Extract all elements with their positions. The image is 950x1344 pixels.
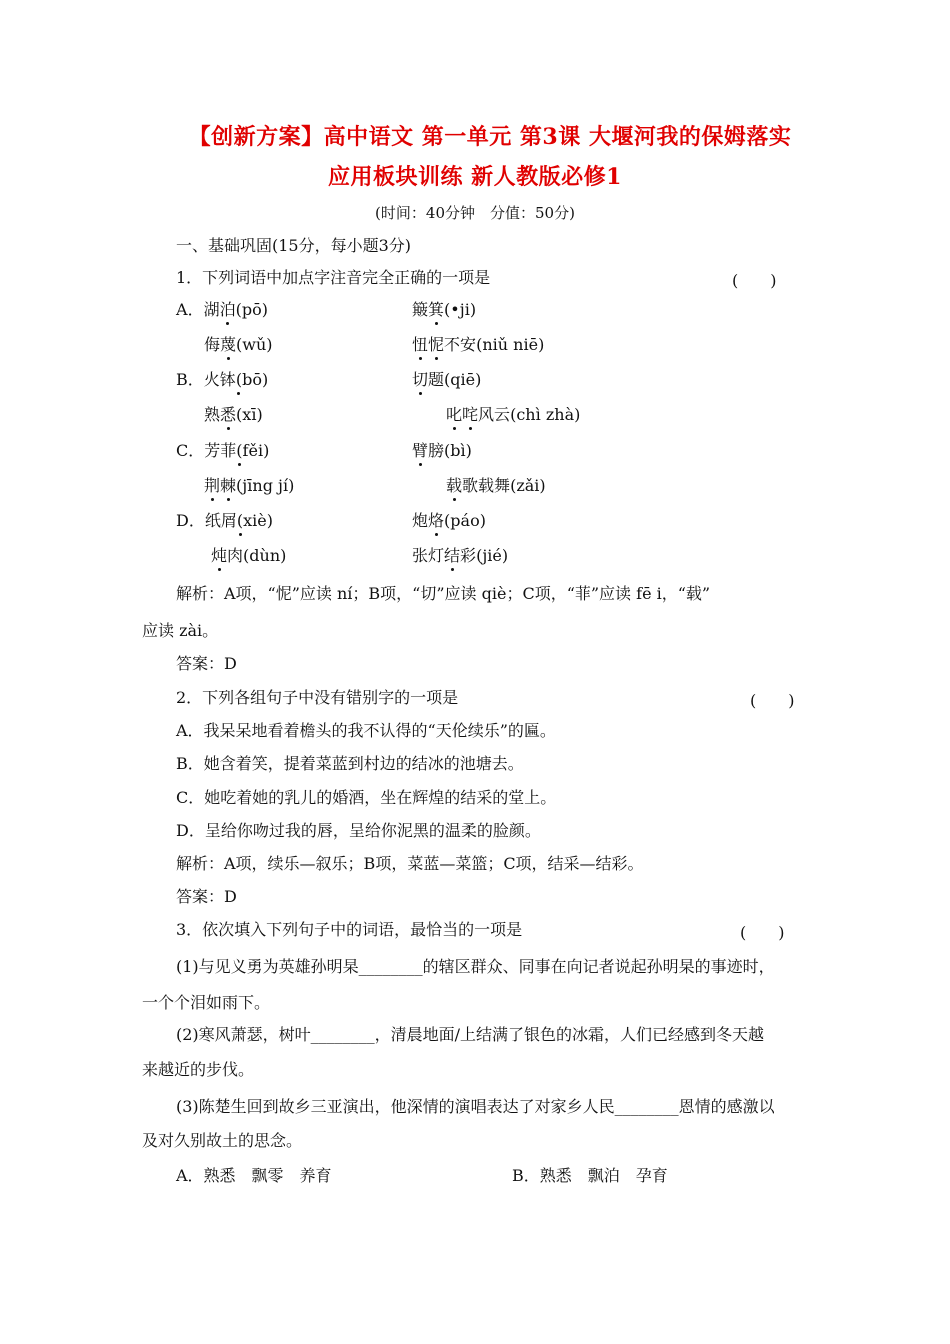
emphasis-dot-char: 蔑 [220,335,237,354]
emphasis-dot-char: 棘 [220,476,237,495]
q2-stem: 2．下列各组句子中没有错别字的一项是 [176,688,459,707]
q2-answer-bracket: ( ) [750,691,795,710]
q2-answer: 答案：D [176,887,237,906]
subtitle: (时间：40分钟 分值：50分) [375,204,575,222]
q3-sentence3-line2: 及对久别故土的思念。 [142,1131,303,1150]
emphasis-dot-char: 炖 [211,546,228,565]
emphasis-dot-char: ( [235,370,243,389]
q3-sentence3-line1: (3)陈楚生回到故乡三亚演出，他深情的演唱表达了对家乡人民________恩情的感激以 [176,1097,775,1116]
q1-stem: 1．下列词语中加点字注音完全正确的一项是 [176,268,491,287]
q1-option-c1: C．芳菲(fěi) [176,441,270,460]
q1-answer: 答案：D [176,654,237,673]
emphasis-dot-char: 结 [444,546,461,565]
q1-option-c2: 臂膀(bì) [412,441,472,460]
q2-analysis: 解析：A项，续乐—叙乐；B项，菜蓝—菜篮；C项，结采—结彩。 [176,854,644,873]
q2-option-b: B．她含着笑，提着菜蓝到村边的结冰的池塘去。 [176,754,524,773]
emphasis-dot-char: 叱 [446,405,463,424]
q1-option-d1: D．纸屑(xiè) [176,511,273,530]
emphasis-dot-char: 臂 [412,441,429,460]
q1-analysis-line1: 解析：A项，“怩”应读 ní；B项，“切”应读 qiè；C项，“菲”应读 fē i，“载” [176,584,711,603]
emphasis-dot-char: 悉 [220,405,237,424]
q3-option-a: A．熟悉 飘零 养育 [176,1166,332,1185]
q3-sentence2-line1: (2)寒风萧瑟，树叶________，清晨地面/上结满了银色的冰霜，人们已经感到冬天越 [176,1025,765,1044]
q2-option-a: A．我呆呆地看着檐头的我不认得的“天伦续乐”的匾。 [176,721,556,740]
emphasis-dot-char: 咤 [462,405,479,424]
q3-answer-bracket: ( ) [740,923,785,942]
emphasis-dot-char: ( [236,441,243,460]
emphasis-dot-char: 切 [412,370,429,389]
emphasis-dot-char: 载 [446,476,463,495]
title-line-1: 【创新方案】高中语文 第一单元 第3课 大堰河我的保姆落实 [188,124,792,150]
q1-option-d3: 炖肉(dùn) [211,546,287,565]
emphasis-dot-char: 泊 [219,300,236,319]
q1-option-b1: B．火钵(bō) [176,370,269,389]
q2-option-d: D．呈给你吻过我的唇，呈给你泥黑的温柔的脸颜。 [176,821,541,840]
q1-option-b4: 叱咤风云(chì zhà) [446,405,581,424]
q1-option-c3: 荆棘(jīng jí) [204,476,295,495]
q1-option-b3: 熟悉(xī) [204,405,263,424]
q1-option-a3: 侮蔑(wǔ) [204,335,273,354]
q2-option-c: C．她吃着她的乳儿的婚酒，坐在辉煌的结采的堂上。 [176,788,557,807]
q3-stem: 3．依次填入下列句子中的词语，最恰当的一项是 [176,920,523,939]
emphasis-dot-char: 怩 [428,335,445,354]
q1-option-c4: 载歌载舞(zǎi) [446,476,546,495]
emphasis-dot-char: ( [236,511,244,530]
q1-answer-bracket: ( ) [732,271,777,290]
q1-option-a4: 忸怩不安(niǔ niē) [412,335,545,354]
q1-option-a2: 簸箕(•ji) [412,300,477,319]
emphasis-dot-char: 烙 [428,511,445,530]
q1-analysis-line2: 应读 zài。 [142,621,219,640]
emphasis-dot-char: 箕 [428,300,445,319]
section-heading: 一、基础巩固(15分，每小题3分) [176,236,412,255]
q1-option-a1: A．湖泊(pō) [176,300,268,319]
q1-option-d2: 炮烙(páo) [412,511,486,530]
title-line-2: 应用板块训练 新人教版必修1 [328,164,622,190]
q3-sentence1-line2: 一个个泪如雨下。 [142,993,271,1012]
q3-option-b: B．熟悉 飘泊 孕育 [512,1166,668,1185]
q3-sentence1-line1: (1)与见义勇为英雄孙明杲________的辖区群众、同事在向记者说起孙明杲的事迹时， [176,957,775,976]
emphasis-dot-char: 忸 [412,335,429,354]
q3-sentence2-line2: 来越近的步伐。 [142,1060,255,1079]
emphasis-dot-char: 荆 [204,476,221,495]
q1-option-b2: 切题(qiē) [412,370,482,389]
q1-option-d4: 张灯结彩(jié) [412,546,509,565]
